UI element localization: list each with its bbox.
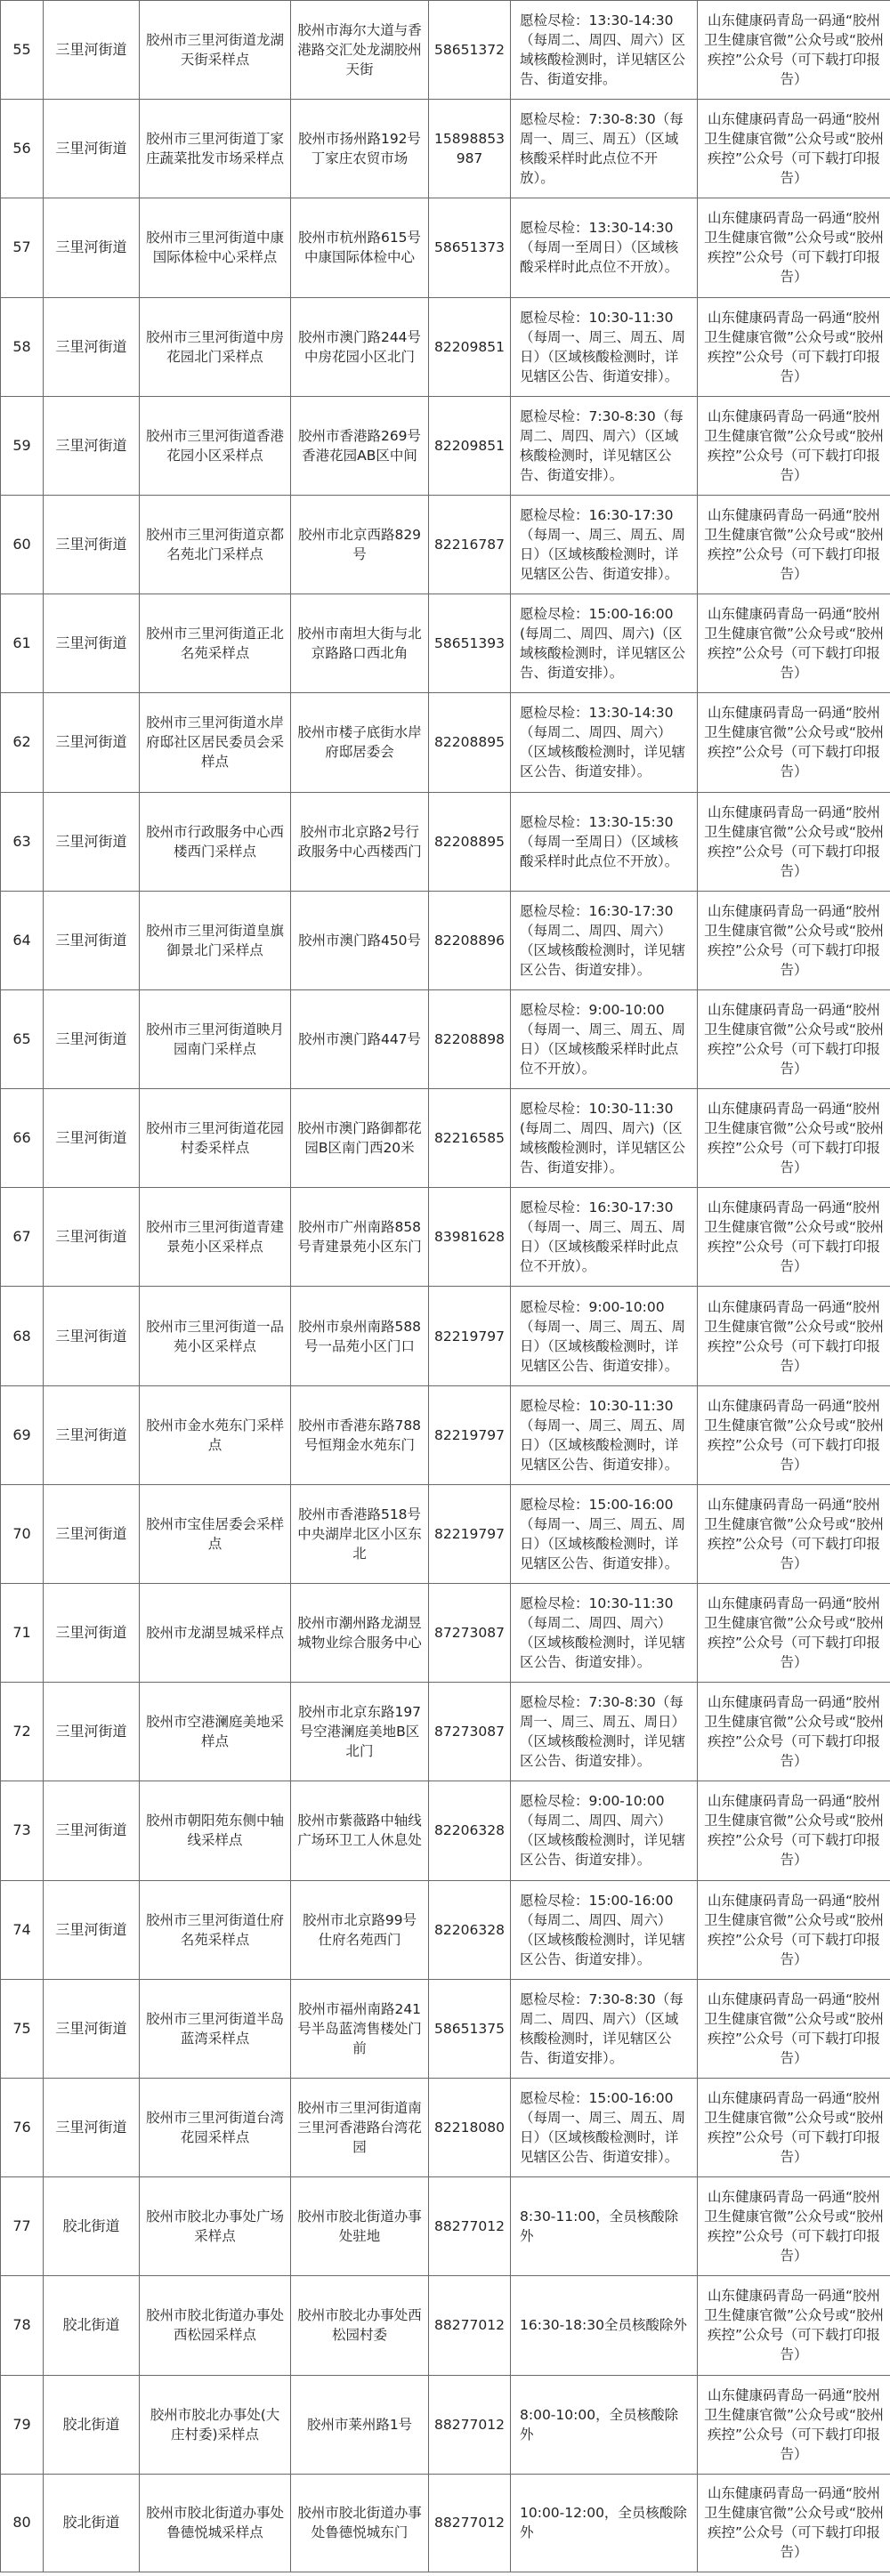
street-name: 三里河街道 [44,1781,140,1880]
site-name: 胶州市三里河街道花园村委采样点 [140,1089,291,1188]
contact-phone: 83981628 [429,1188,511,1287]
site-address: 胶州市扬州路192号丁家庄农贸市场 [291,100,429,198]
row-number: 67 [1,1188,44,1287]
site-name: 胶州市胶北办事处(大庄村委)采样点 [140,2375,291,2474]
site-name: 胶州市行政服务中心西楼西门采样点 [140,792,291,891]
table-row [1,1683,890,1781]
sampling-time: 愿检尽检：13:30-15:30（每周一至周日）（区域核酸采样时此点位不开放）。 [511,792,698,891]
sampling-time: 愿检尽检：16:30-17:30（每周二、周四、周六）（区域核酸检测时，详见辖区公告、街道安排）。 [511,891,698,989]
contact-phone: 82216787 [429,495,511,594]
street-name: 三里河街道 [44,1188,140,1287]
sampling-time: 愿检尽检：13:30-14:30（每周一至周日）（区域核酸采样时此点位不开放）。 [511,198,698,297]
street-name: 胶北街道 [44,2474,140,2572]
street-name: 三里河街道 [44,1584,140,1683]
site-address: 胶州市潮州路龙湖昱城物业综合服务中心 [291,1584,429,1683]
street-name: 三里河街道 [44,1287,140,1385]
site-address: 胶州市楼子底街水岸府邸居委会 [291,693,429,792]
contact-phone: 58651372 [429,1,511,100]
table-row [1,693,890,792]
site-name: 胶州市三里河街道正北名苑采样点 [140,594,291,693]
table-row [1,1484,890,1583]
table-row [1,198,890,297]
table-row [1,1089,890,1188]
site-address: 胶州市福州南路241号半岛蓝湾售楼处门前 [291,1979,429,2078]
contact-phone: 88277012 [429,2177,511,2276]
report-query-note: 山东健康码青岛一码通“胶州卫生健康官微”公众号或“胶州疾控”公众号（可下载打印报告） [698,297,890,396]
sampling-time: 愿检尽检：9:00-10:00（每周二、周四、周六）（区域核酸检测时，详见辖区公告、街道安排）。 [511,1781,698,1880]
sampling-time: 愿检尽检：13:30-14:30（每周二、周四、周六）区域核酸检测时，详见辖区公告、街道安排。 [511,1,698,100]
row-number: 77 [1,2177,44,2276]
table-row [1,1,890,100]
site-name: 胶州市空港澜庭美地采样点 [140,1683,291,1781]
report-query-note: 山东健康码青岛一码通“胶州卫生健康官微”公众号或“胶州疾控”公众号（可下载打印报告） [698,100,890,198]
contact-phone: 82209851 [429,396,511,495]
sampling-time: 愿检尽检：13:30-14:30（每周二、周四、周六）（区域核酸检测时，详见辖区公告、街道安排）。 [511,693,698,792]
row-number: 60 [1,495,44,594]
row-number: 56 [1,100,44,198]
row-number: 76 [1,2078,44,2176]
table-row [1,989,890,1088]
report-query-note: 山东健康码青岛一码通“胶州卫生健康官微”公众号或“胶州疾控”公众号（可下载打印报告） [698,891,890,989]
site-name: 胶州市三里河街道映月园南门采样点 [140,989,291,1088]
contact-phone: 87273087 [429,1683,511,1781]
table-row [1,1287,890,1385]
row-number: 70 [1,1484,44,1583]
report-query-note: 山东健康码青岛一码通“胶州卫生健康官微”公众号或“胶州疾控”公众号（可下载打印报告） [698,198,890,297]
row-number: 71 [1,1584,44,1683]
table-row [1,495,890,594]
sampling-time: 8:00-10:00，全员核酸除外 [511,2375,698,2474]
report-query-note: 山东健康码青岛一码通“胶州卫生健康官微”公众号或“胶州疾控”公众号（可下载打印报告） [698,1,890,100]
table-row [1,1880,890,1979]
site-address: 胶州市胶北办事处西松园村委 [291,2276,429,2375]
street-name: 胶北街道 [44,2375,140,2474]
sampling-time: 愿检尽检：10:30-11:30（每周二、周四、周六）（区域核酸检测时，详见辖区公告、街道安排）。 [511,1584,698,1683]
site-name: 胶州市三里河街道青建景苑小区采样点 [140,1188,291,1287]
contact-phone: 82216585 [429,1089,511,1188]
report-query-note: 山东健康码青岛一码通“胶州卫生健康官微”公众号或“胶州疾控”公众号（可下载打印报告） [698,1584,890,1683]
site-name: 胶州市胶北街道办事处西松园采样点 [140,2276,291,2375]
sampling-time: 愿检尽检：9:00-10:00（每周一、周三、周五、周日）（区域核酸检测时，详见辖区公告、街道安排）。 [511,1287,698,1385]
street-name: 三里河街道 [44,297,140,396]
site-address: 胶州市莱州路1号 [291,2375,429,2474]
street-name: 三里河街道 [44,1484,140,1583]
site-address: 胶州市三里河街道南三里河香港路台湾花园 [291,2078,429,2176]
street-name: 胶北街道 [44,2177,140,2276]
street-name: 三里河街道 [44,495,140,594]
site-address: 胶州市北京路99号仕府名苑西门 [291,1880,429,1979]
contact-phone: 88277012 [429,2276,511,2375]
row-number: 78 [1,2276,44,2375]
sampling-time: 愿检尽检：16:30-17:30（每周一、周三、周五、周日）（区域核酸采样时此点位不开放）。 [511,1188,698,1287]
street-name: 三里河街道 [44,693,140,792]
site-address: 胶州市北京路2号行政服务中心西楼西门 [291,792,429,891]
table-row [1,297,890,396]
report-query-note: 山东健康码青岛一码通“胶州卫生健康官微”公众号或“胶州疾控”公众号（可下载打印报告） [698,1979,890,2078]
site-address: 胶州市北京东路197号空港澜庭美地B区北门 [291,1683,429,1781]
sampling-time: 愿检尽检：15:00-16:00(每周二、周四、周六)（区域核酸检测时，详见辖区公告、街道安排）。 [511,594,698,693]
report-query-note: 山东健康码青岛一码通“胶州卫生健康官微”公众号或“胶州疾控”公众号（可下载打印报告） [698,693,890,792]
sampling-time: 愿检尽检：7:30-8:30（每周二、周四、周六）（区域核酸检测时，详见辖区公告、街道安排）。 [511,1979,698,2078]
row-number: 55 [1,1,44,100]
table-row [1,1385,890,1484]
street-name: 三里河街道 [44,594,140,693]
row-number: 74 [1,1880,44,1979]
contact-phone: 15898853987 [429,100,511,198]
street-name: 三里河街道 [44,396,140,495]
contact-phone: 82208896 [429,891,511,989]
site-address: 胶州市澳门路447号 [291,989,429,1088]
row-number: 59 [1,396,44,495]
sampling-time: 愿检尽检：9:00-10:00（每周一、周三、周五、周日）（区域核酸采样时此点位不开放）。 [511,989,698,1088]
row-number: 80 [1,2474,44,2572]
street-name: 三里河街道 [44,2078,140,2176]
sampling-time: 愿检尽检：15:00-16:00（每周一、周三、周五、周日）（区域核酸检测时，详见辖区公告、街道安排）。 [511,1484,698,1583]
site-address: 胶州市胶北街道办事处鲁德悦城东门 [291,2474,429,2572]
sampling-time: 16:30-18:30全员核酸除外 [511,2276,698,2375]
sampling-time: 愿检尽检：7:30-8:30（每周二、周四、周六）（区域核酸检测时，详见辖区公告、街道安排）。 [511,396,698,495]
table-row [1,1188,890,1287]
sampling-time: 愿检尽检：16:30-17:30（每周一、周三、周五、周日）（区域核酸检测时，详见辖区公告、街道安排）。 [511,495,698,594]
contact-phone: 58651373 [429,198,511,297]
contact-phone: 82208895 [429,792,511,891]
contact-phone: 82218080 [429,2078,511,2176]
table-body [1,1,890,2572]
row-number: 69 [1,1385,44,1484]
table-row [1,1584,890,1683]
sampling-time: 8:30-11:00，全员核酸除外 [511,2177,698,2276]
report-query-note: 山东健康码青岛一码通“胶州卫生健康官微”公众号或“胶州疾控”公众号（可下载打印报告） [698,1484,890,1583]
row-number: 63 [1,792,44,891]
site-name: 胶州市三里河街道京都名苑北门采样点 [140,495,291,594]
site-name: 胶州市三里河街道水岸府邸社区居民委员会采样点 [140,693,291,792]
sampling-time: 愿检尽检：10:30-11:30（每周一、周三、周五、周日）（区域核酸检测时，详见辖区公告、街道安排）。 [511,297,698,396]
street-name: 三里河街道 [44,891,140,989]
contact-phone: 82206328 [429,1781,511,1880]
site-address: 胶州市泉州南路588号一品苑小区门口 [291,1287,429,1385]
contact-phone: 82206328 [429,1880,511,1979]
report-query-note: 山东健康码青岛一码通“胶州卫生健康官微”公众号或“胶州疾控”公众号（可下载打印报告） [698,792,890,891]
sampling-time: 愿检尽检：10:30-11:30（每周一、周三、周五、周日）（区域核酸检测时，详见辖区公告、街道安排）。 [511,1385,698,1484]
report-query-note: 山东健康码青岛一码通“胶州卫生健康官微”公众号或“胶州疾控”公众号（可下载打印报告） [698,2375,890,2474]
street-name: 三里河街道 [44,1979,140,2078]
site-address: 胶州市香港路269号香港花园AB区中间 [291,396,429,495]
report-query-note: 山东健康码青岛一码通“胶州卫生健康官微”公众号或“胶州疾控”公众号（可下载打印报告） [698,1287,890,1385]
report-query-note: 山东健康码青岛一码通“胶州卫生健康官微”公众号或“胶州疾控”公众号（可下载打印报告） [698,495,890,594]
contact-phone: 82209851 [429,297,511,396]
table-row [1,2177,890,2276]
site-name: 胶州市朝阳苑东侧中轴线采样点 [140,1781,291,1880]
contact-phone: 58651375 [429,1979,511,2078]
site-address: 胶州市胶北街道办事处驻地 [291,2177,429,2276]
site-name: 胶州市三里河街道台湾花园采样点 [140,2078,291,2176]
site-address: 胶州市香港东路788号恒翔金水苑东门 [291,1385,429,1484]
site-name: 胶州市三里河街道龙湖天街采样点 [140,1,291,100]
row-number: 66 [1,1089,44,1188]
street-name: 胶北街道 [44,2276,140,2375]
row-number: 61 [1,594,44,693]
row-number: 68 [1,1287,44,1385]
report-query-note: 山东健康码青岛一码通“胶州卫生健康官微”公众号或“胶州疾控”公众号（可下载打印报告） [698,1880,890,1979]
site-name: 胶州市三里河街道皇旗御景北门采样点 [140,891,291,989]
site-name: 胶州市三里河街道香港花园小区采样点 [140,396,291,495]
table-row [1,100,890,198]
contact-phone: 82219797 [429,1385,511,1484]
street-name: 三里河街道 [44,1,140,100]
table-row [1,2078,890,2176]
contact-phone: 82208898 [429,989,511,1088]
table-row [1,396,890,495]
street-name: 三里河街道 [44,1683,140,1781]
site-address: 胶州市澳门路244号中房花园小区北门 [291,297,429,396]
report-query-note: 山东健康码青岛一码通“胶州卫生健康官微”公众号或“胶州疾控”公众号（可下载打印报告） [698,1683,890,1781]
report-query-note: 山东健康码青岛一码通“胶州卫生健康官微”公众号或“胶州疾控”公众号（可下载打印报告） [698,396,890,495]
site-name: 胶州市宝佳居委会采样点 [140,1484,291,1583]
contact-phone: 88277012 [429,2474,511,2572]
contact-phone: 82219797 [429,1484,511,1583]
table-row [1,891,890,989]
street-name: 三里河街道 [44,100,140,198]
street-name: 三里河街道 [44,1880,140,1979]
report-query-note: 山东健康码青岛一码通“胶州卫生健康官微”公众号或“胶州疾控”公众号（可下载打印报告） [698,1089,890,1188]
street-name: 三里河街道 [44,1385,140,1484]
sampling-time: 愿检尽检：7:30-8:30（每周一、周三、周五）（区域核酸采样时此点位不开放）。 [511,100,698,198]
site-address: 胶州市广州南路858号青建景苑小区东门 [291,1188,429,1287]
site-address: 胶州市澳门路450号 [291,891,429,989]
site-address: 胶州市海尔大道与香港路交汇处龙湖胶州天街 [291,1,429,100]
report-query-note: 山东健康码青岛一码通“胶州卫生健康官微”公众号或“胶州疾控”公众号（可下载打印报告） [698,2078,890,2176]
contact-phone: 58651393 [429,594,511,693]
row-number: 79 [1,2375,44,2474]
table-row [1,792,890,891]
report-query-note: 山东健康码青岛一码通“胶州卫生健康官微”公众号或“胶州疾控”公众号（可下载打印报告） [698,1781,890,1880]
table-row [1,2276,890,2375]
street-name: 三里河街道 [44,1089,140,1188]
site-name: 胶州市三里河街道半岛蓝湾采样点 [140,1979,291,2078]
sampling-time: 愿检尽检：7:30-8:30（每周一、周三、周五、周日）（区域核酸检测时，详见辖区公告、街道安排）。 [511,1683,698,1781]
contact-phone: 82208895 [429,693,511,792]
row-number: 73 [1,1781,44,1880]
site-address: 胶州市紫薇路中轴线广场环卫工人休息处 [291,1781,429,1880]
row-number: 62 [1,693,44,792]
row-number: 57 [1,198,44,297]
table-row [1,2474,890,2572]
site-name: 胶州市三里河街道丁家庄蔬菜批发市场采样点 [140,100,291,198]
sampling-time: 10:00-12:00，全员核酸除外 [511,2474,698,2572]
street-name: 三里河街道 [44,792,140,891]
table-row [1,594,890,693]
street-name: 三里河街道 [44,989,140,1088]
table-row [1,2375,890,2474]
site-name: 胶州市三里河街道一品苑小区采样点 [140,1287,291,1385]
report-query-note: 山东健康码青岛一码通“胶州卫生健康官微”公众号或“胶州疾控”公众号（可下载打印报告） [698,989,890,1088]
row-number: 65 [1,989,44,1088]
site-address: 胶州市香港路518号中央湖岸北区小区东北 [291,1484,429,1583]
site-address: 胶州市杭州路615号中康国际体检中心 [291,198,429,297]
row-number: 75 [1,1979,44,2078]
sampling-time: 愿检尽检：15:00-16:00（每周二、周四、周六）（区域核酸检测时，详见辖区公告、街道安排）。 [511,1880,698,1979]
site-name: 胶州市胶北办事处广场采样点 [140,2177,291,2276]
site-address: 胶州市澳门路御都花园B区南门西20米 [291,1089,429,1188]
row-number: 58 [1,297,44,396]
report-query-note: 山东健康码青岛一码通“胶州卫生健康官微”公众号或“胶州疾控”公众号（可下载打印报告） [698,1385,890,1484]
street-name: 三里河街道 [44,198,140,297]
contact-phone: 87273087 [429,1584,511,1683]
contact-phone: 82219797 [429,1287,511,1385]
site-name: 胶州市三里河街道仕府名苑采样点 [140,1880,291,1979]
table-row [1,1781,890,1880]
table-row [1,1979,890,2078]
report-query-note: 山东健康码青岛一码通“胶州卫生健康官微”公众号或“胶州疾控”公众号（可下载打印报告） [698,2276,890,2375]
report-query-note: 山东健康码青岛一码通“胶州卫生健康官微”公众号或“胶州疾控”公众号（可下载打印报告） [698,2177,890,2276]
report-query-note: 山东健康码青岛一码通“胶州卫生健康官微”公众号或“胶州疾控”公众号（可下载打印报告） [698,1188,890,1287]
row-number: 64 [1,891,44,989]
report-query-note: 山东健康码青岛一码通“胶州卫生健康官微”公众号或“胶州疾控”公众号（可下载打印报告） [698,2474,890,2572]
row-number: 72 [1,1683,44,1781]
site-name: 胶州市三里河街道中康国际体检中心采样点 [140,198,291,297]
site-name: 胶州市胶北街道办事处鲁德悦城采样点 [140,2474,291,2572]
site-name: 胶州市龙湖昱城采样点 [140,1584,291,1683]
site-name: 胶州市三里河街道中房花园北门采样点 [140,297,291,396]
sampling-time: 愿检尽检：10:30-11:30(每周二、周四、周六)（区域核酸检测时，详见辖区公告、街道安排）。 [511,1089,698,1188]
contact-phone: 88277012 [429,2375,511,2474]
sampling-time: 愿检尽检：15:00-16:00（每周一、周三、周五、周日）（区域核酸检测时，详见辖区公告、街道安排）。 [511,2078,698,2176]
site-address: 胶州市北京西路829号 [291,495,429,594]
site-name: 胶州市金水苑东门采样点 [140,1385,291,1484]
site-address: 胶州市南坦大街与北京路路口西北角 [291,594,429,693]
report-query-note: 山东健康码青岛一码通“胶州卫生健康官微”公众号或“胶州疾控”公众号（可下载打印报告） [698,594,890,693]
